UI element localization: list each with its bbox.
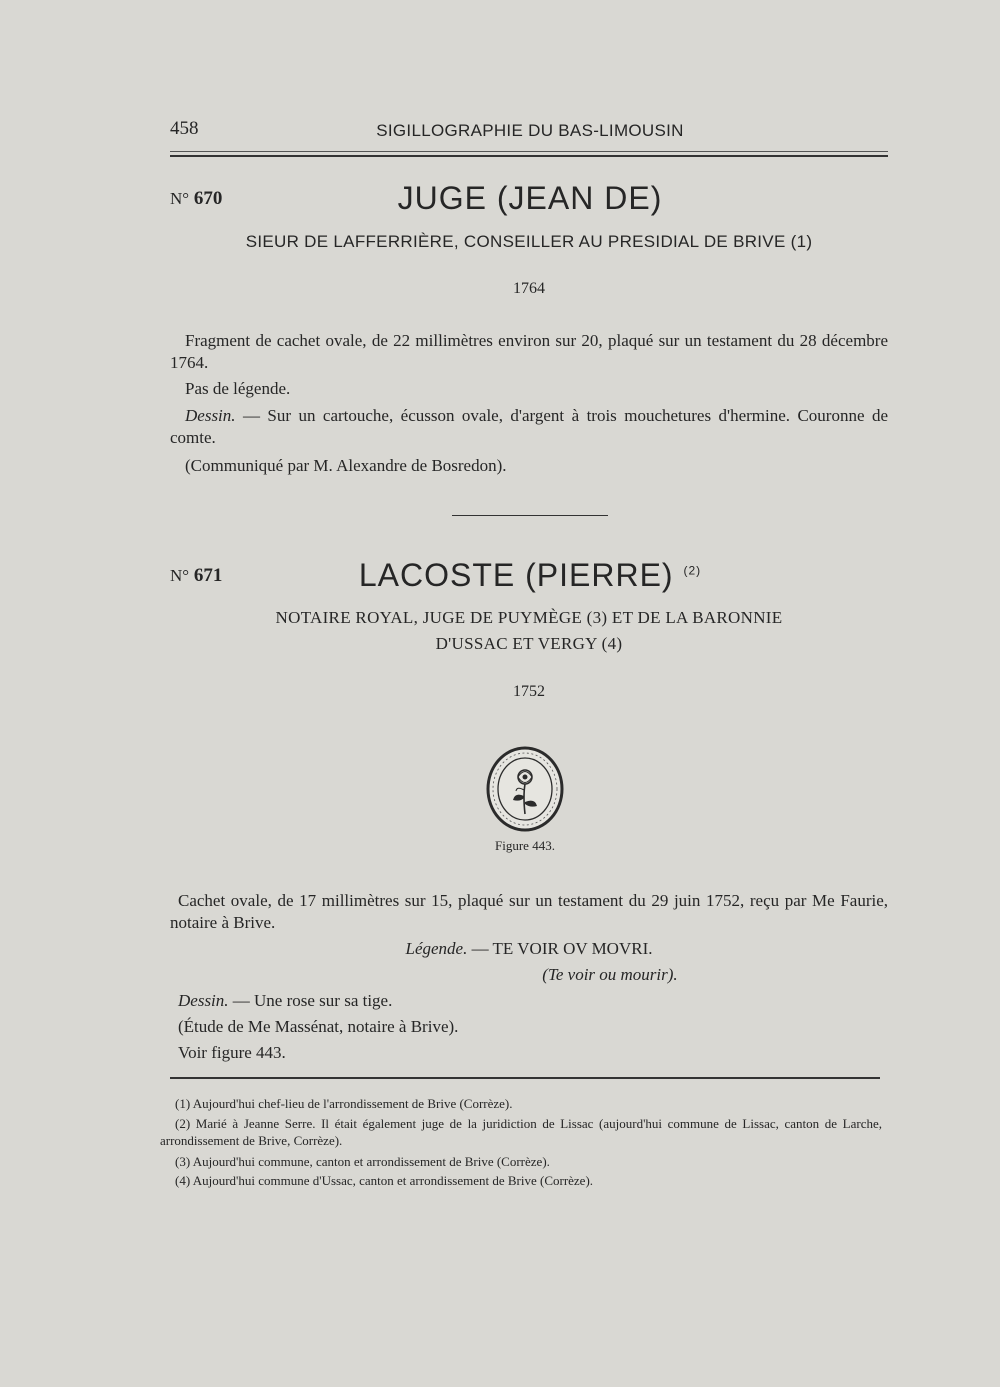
dessin-label: Dessin. — [178, 991, 229, 1010]
legend-translation: (Te voir ou mourir). — [542, 965, 678, 984]
entry-title-footnote-ref: (2) — [683, 563, 702, 578]
entry-number-value: 670 — [193, 188, 223, 209]
paragraph-description: Fragment de cachet ovale, de 22 millimètres environ sur 20, plaqué sur un testament du 28 décembre 1764. — [170, 331, 888, 372]
dessin-text: — Une rose sur sa tige. — [228, 991, 393, 1010]
footnote-rule — [170, 1077, 880, 1079]
entry-number-value: 671 — [193, 565, 223, 586]
header-rule — [170, 155, 888, 157]
footnote-2: (2) Marié à Jeanne Serre. Il était également juge de la juridiction de Lissac (aujourd'hui commune de Lissac, canton de Larche, arrondissement de Brive, Corrèze). — [160, 1116, 882, 1148]
oval-seal-rose-icon — [483, 744, 567, 834]
header-rule-thin — [170, 151, 888, 152]
entry-number-label: N° — [170, 189, 190, 208]
paragraph-credit: (Étude de Me Massénat, notaire à Brive). — [178, 1017, 459, 1036]
entry-title: JUGE (JEAN DE) — [397, 180, 663, 216]
running-title: SIGILLOGRAPHIE DU BAS-LIMOUSIN — [376, 121, 684, 140]
entry-title-text: LACOSTE (PIERRE) — [358, 557, 674, 593]
paragraph-dessin — [170, 405, 888, 449]
entry-subtitle-line2: D'USSAC ET VERGY (4) — [435, 634, 623, 653]
entry-subtitle: SIEUR DE LAFFERRIÈRE, CONSEILLER AU PRESIDIAL DE BRIVE (1) — [245, 232, 813, 251]
dessin-text: — Sur un cartouche, écusson ovale, d'argent à trois mouchetures d'hermine. Couronne de comte. — [170, 406, 888, 447]
entry-number — [170, 565, 222, 587]
page-number: 458 — [170, 118, 199, 139]
legend-text: — TE VOIR OV MOVRI. — [467, 939, 653, 958]
paragraph-legend: Pas de légende. — [185, 379, 291, 398]
paragraph-description: Cachet ovale, de 17 millimètres sur 15, plaqué sur un testament du 29 juin 1752, reçu par Me Faurie, notaire à Brive. — [170, 891, 888, 932]
entry-number — [170, 188, 222, 210]
dessin-label: Dessin. — [185, 406, 236, 425]
entry-year: 1764 — [513, 280, 545, 297]
entry-year: 1752 — [513, 683, 545, 700]
paragraph-credit: (Communiqué par M. Alexandre de Bosredon). — [185, 456, 507, 475]
footnote-4: (4) Aujourd'hui commune d'Ussac, canton et arrondissement de Brive (Corrèze). — [175, 1173, 594, 1188]
paragraph-see-figure: Voir figure 443. — [178, 1043, 286, 1062]
section-separator — [452, 515, 608, 516]
figure-caption: Figure 443. — [495, 838, 555, 853]
paragraph-dessin — [178, 990, 878, 1012]
entry-number-label: N° — [170, 566, 190, 585]
footnote-1: (1) Aujourd'hui chef-lieu de l'arrondissement de Brive (Corrèze). — [175, 1096, 513, 1111]
footnote-3: (3) Aujourd'hui commune, canton et arrondissement de Brive (Corrèze). — [175, 1154, 550, 1169]
entry-subtitle-line1: NOTAIRE ROYAL, JUGE DE PUYMÈGE (3) ET DE LA BARONNIE — [275, 608, 783, 627]
legend-label: Légende. — [405, 939, 468, 958]
entry-title — [300, 557, 760, 594]
paragraph-legend — [170, 938, 888, 960]
